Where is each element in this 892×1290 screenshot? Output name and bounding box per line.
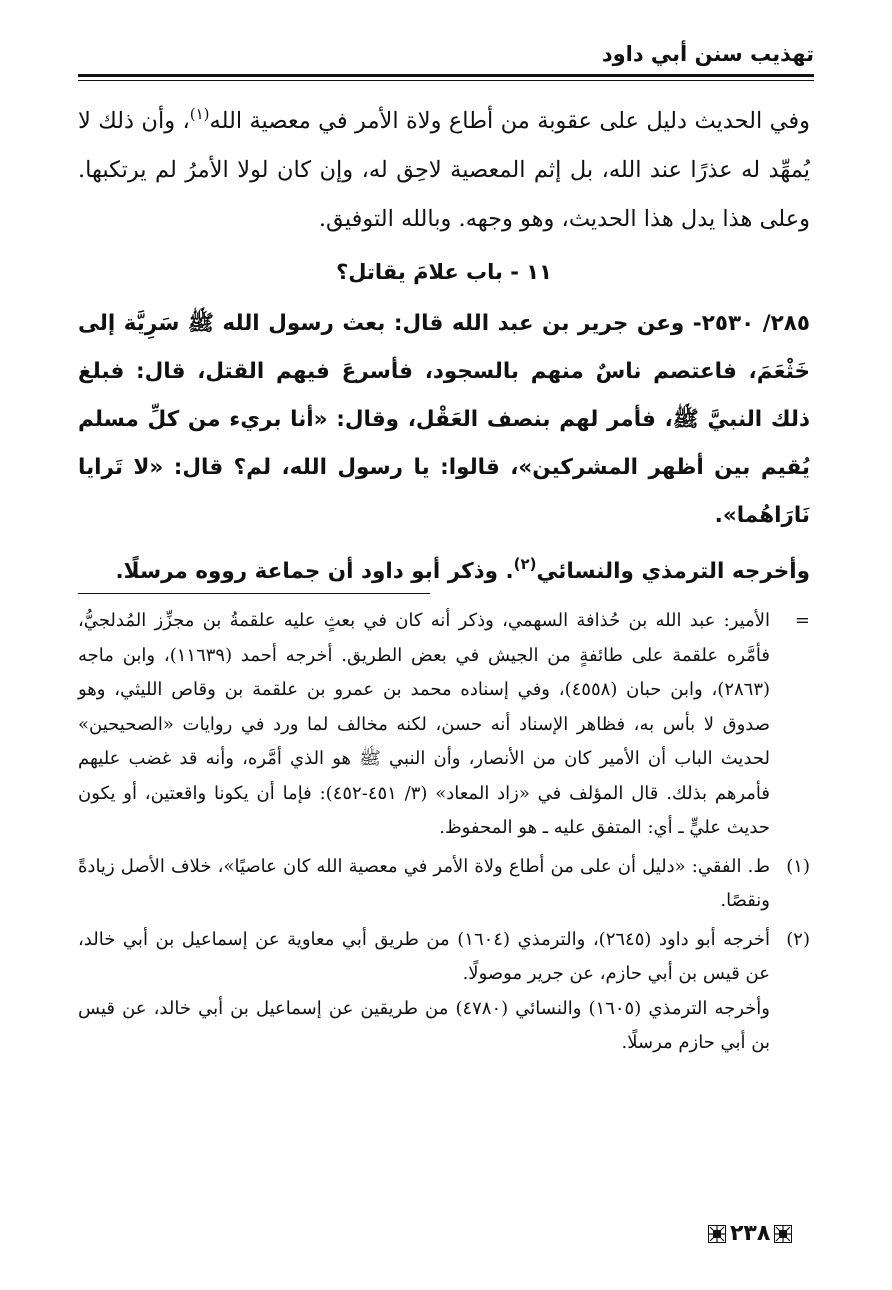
page-number: ٢٣٨	[730, 1221, 771, 1246]
footnote-marker: =	[794, 610, 810, 631]
footnote-ref-2: (٢)	[513, 555, 537, 573]
footnote-text: ط. الفقي: «دليل أن على من أطاع ولاة الأمر في معصية الله كان عاصيًا»، خلاف الأصل زيادةً ونقصًا.	[78, 855, 770, 911]
main-text	[78, 90, 810, 596]
chapter-heading: ١١ - باب علامَ يقاتل؟	[336, 260, 552, 284]
ornament-icon	[708, 1225, 726, 1243]
paragraph-commentary	[78, 90, 810, 244]
footnote-continued	[78, 604, 810, 846]
commentary-text: وفي الحديث دليل على عقوبة من أطاع ولاة الأمر في معصية الله	[209, 108, 810, 134]
header-rule-thin	[78, 80, 814, 81]
footnote-ref-1: (١)	[189, 105, 210, 123]
footnote-1	[78, 850, 810, 919]
header-rule	[78, 74, 814, 77]
takhrij-text-cont: . وذكر أبو داود أن جماعة رووه مرسلًا.	[115, 559, 514, 584]
book-title: تهذيب سنن أبي داود	[601, 42, 814, 66]
footnote-marker: (١)	[786, 855, 810, 877]
takhrij-text: وأخرجه الترمذي والنسائي	[536, 559, 810, 584]
page-number-block	[708, 1219, 792, 1249]
running-header	[78, 38, 814, 74]
hadith-text: ٢٨٥/ ٢٥٣٠- وعن جرير بن عبد الله قال: بعث رسول الله ﷺ سَرِيَّة إلى خَثْعَمَ، فاعتصم ناسٌ منهم بالسجود، فأسرعَ فيهم القتل، قال: فبلغ ذلك النبيَّ ﷺ، فأمر لهم بنصف العَقْل، وقال: «أنا بريء من كلِّ مسلم يُقيم بين أظهر المشركين»، قالوا: يا رسول الله، لم؟ قال: «لا تَرايا نَارَاهُما».	[78, 311, 810, 528]
footnote-text: الأمير: عبد الله بن حُذافة السهمي، وذكر أنه كان في بعثٍ عليه علقمةُ بن مجزِّز المُدلجيُّ، فأمَّره علقمة على طائفةٍ من الجيش في بعض الطريق. أخرجه أحمد (١١٦٣٩)، وابن ماجه (٢٨٦٣)، وابن حبان (٤٥٥٨)، وفي إسناده محمد بن عمرو بن علقمة بن وقاص الليثي، وهو صدوق لا بأس به، فظاهر الإسناد أنه حسن، لكنه مخالف لما ورد في روايات «الصحيحين» لحديث الباب أن الأمير كان من الأنصار، وأن النبي ﷺ هو الذي أمَّره، وأنه قد غضب عليهم فأمرهم بذلك. قال المؤلف في «زاد المعاد» (٣/ ٤٥١-٤٥٢): فإما أن يكونا واقعتين، أو يكون حديث عليٍّ ـ أي: المتفق عليه ـ هو المحفوظ.	[78, 610, 771, 838]
footnote-separator	[78, 593, 430, 594]
commentary-text-cont: ، وأن ذلك لا يُمهِّد له عذرًا عند الله، بل إثم المعصية لاحِق له، وإن كان لولا الأمرُ لم يرتكبها. وعلى هذا يدل هذا الحديث، وهو وجهه. وبالله التوفيق.	[78, 108, 810, 232]
footnote-text: أخرجه أبو داود (٢٦٤٥)، والترمذي (١٦٠٤) من طريق أبي معاوية عن إسماعيل بن أبي خالد، عن قيس بن أبي حازم، عن جرير موصولًا.	[78, 928, 770, 984]
footnote-text: وأخرجه الترمذي (١٦٠٥) والنسائي (٤٧٨٠) من طريقين عن إسماعيل بن أبي خالد، عن قيس بن أبي حازم مرسلًا.	[78, 997, 770, 1053]
footnotes	[78, 604, 810, 1061]
footnote-marker: (٢)	[786, 928, 810, 950]
takhrij-line	[78, 540, 810, 596]
footnote-2	[78, 923, 810, 1061]
ornament-icon	[774, 1225, 792, 1243]
